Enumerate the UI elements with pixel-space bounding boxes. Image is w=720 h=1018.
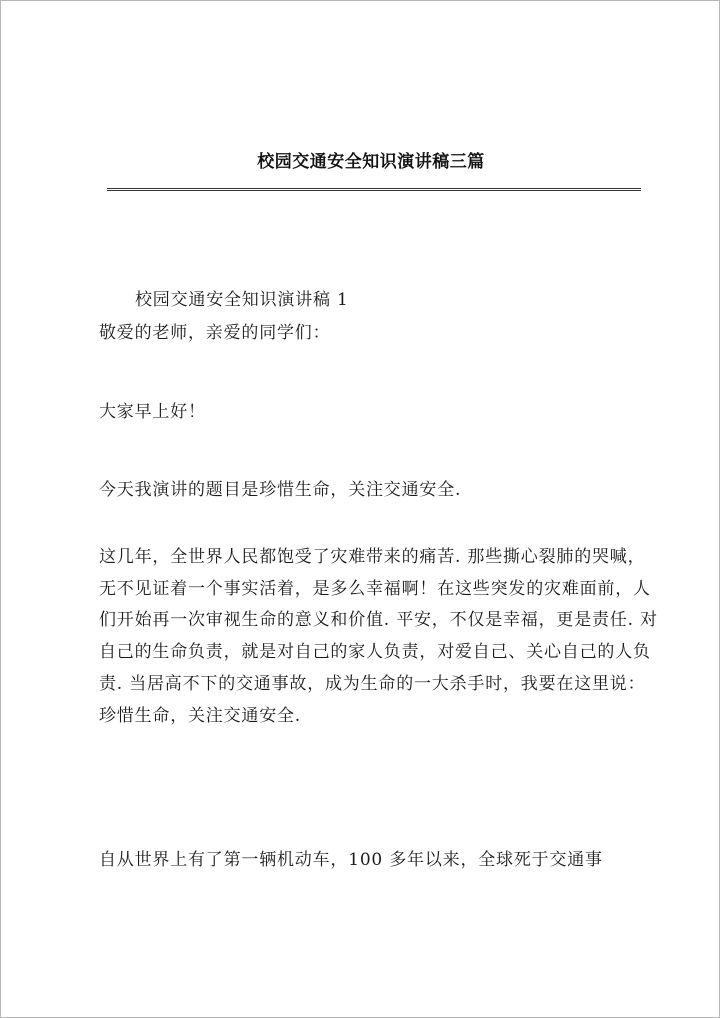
body-paragraph-continued: 自从世界上有了第一辆机动车，100 多年以来，全球死于交通事: [99, 850, 603, 870]
title-divider: [107, 188, 641, 191]
body-paragraph: 这几年，全世界人民都饱受了灾难带来的痛苦. 那些撕心裂肺的哭喊，无不见证着一个事实活着，是多么幸福啊！在这些突发的灾难面前，人们开始再一次审视生命的意义和价值. 平安，不仅是幸福，更是责任. 对自己的生命负责，就是对自己的家人负责，对爱自己、关心自己的人负责. 当居高不下的交通事故，成为生命的一大杀手时，我要在这里说：珍惜生命，关注交通安全.: [99, 547, 658, 726]
section-heading: 校园交通安全知识演讲稿 1: [135, 290, 349, 310]
morning-greeting: 大家早上好！: [99, 402, 206, 422]
speech-topic: 今天我演讲的题目是珍惜生命，关注交通安全.: [99, 480, 462, 500]
document-title: 校园交通安全知识演讲稿三篇: [257, 152, 485, 172]
greeting-line: 敬爱的老师，亲爱的同学们：: [99, 323, 331, 343]
